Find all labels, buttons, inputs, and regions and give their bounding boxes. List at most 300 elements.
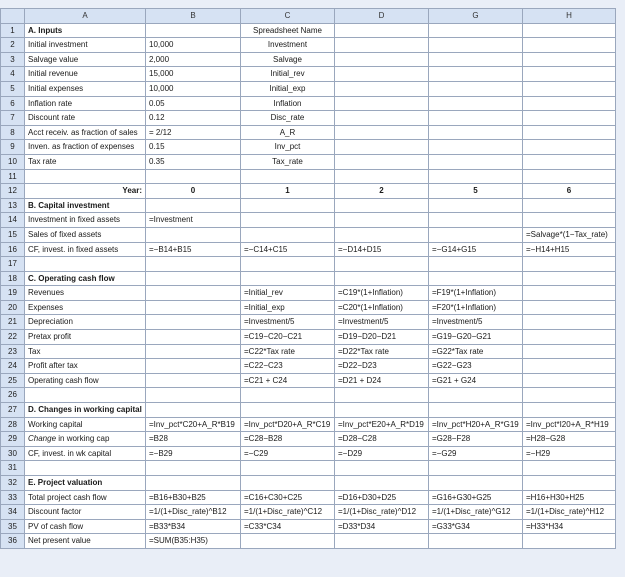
cell-a28[interactable]: Working capital xyxy=(25,417,146,432)
row-header[interactable]: 21 xyxy=(1,315,25,330)
cell-c5[interactable]: Initial_exp xyxy=(241,81,335,96)
cell-h1[interactable] xyxy=(523,23,616,38)
cell-b21[interactable] xyxy=(146,315,241,330)
cell-c14[interactable] xyxy=(241,213,335,228)
cell-b15[interactable] xyxy=(146,227,241,242)
cell-c36[interactable] xyxy=(241,534,335,549)
cell-g30[interactable]: =−G29 xyxy=(429,446,523,461)
cell-c18[interactable] xyxy=(241,271,335,286)
cell-h9[interactable] xyxy=(523,140,616,155)
cell-d12[interactable]: 2 xyxy=(335,184,429,199)
cell-b26[interactable] xyxy=(146,388,241,403)
cell-a14[interactable]: Investment in fixed assets xyxy=(25,213,146,228)
cell-c1[interactable]: Spreadsheet Name xyxy=(241,23,335,38)
cell-a31[interactable] xyxy=(25,461,146,476)
cell-a20[interactable]: Expenses xyxy=(25,300,146,315)
cell-d11[interactable] xyxy=(335,169,429,184)
cell-a17[interactable] xyxy=(25,257,146,272)
cell-g21[interactable]: =Investment/5 xyxy=(429,315,523,330)
cell-g1[interactable] xyxy=(429,23,523,38)
cell-g29[interactable]: =G28−F28 xyxy=(429,432,523,447)
sheet-row xyxy=(1,125,616,140)
cell-b18[interactable] xyxy=(146,271,241,286)
row-header[interactable]: 29 xyxy=(1,432,25,447)
cell-h32[interactable] xyxy=(523,476,616,491)
cell-d15[interactable] xyxy=(335,227,429,242)
cell-h7[interactable] xyxy=(523,111,616,126)
row-header[interactable]: 11 xyxy=(1,169,25,184)
cell-d16[interactable]: =−D14+D15 xyxy=(335,242,429,257)
cell-a21[interactable]: Depreciation xyxy=(25,315,146,330)
row-header[interactable]: 9 xyxy=(1,140,25,155)
cell-d24[interactable]: =D22−D23 xyxy=(335,359,429,374)
cell-a10[interactable]: Tax rate xyxy=(25,154,146,169)
cell-a19[interactable]: Revenues xyxy=(25,286,146,301)
cell-d29[interactable]: =D28−C28 xyxy=(335,432,429,447)
sheet-row xyxy=(1,169,616,184)
cell-h5[interactable] xyxy=(523,81,616,96)
cell-b3[interactable]: 2,000 xyxy=(146,52,241,67)
sheet-row xyxy=(1,67,616,82)
cell-c22[interactable]: =C19−C20−C21 xyxy=(241,330,335,345)
cell-c11[interactable] xyxy=(241,169,335,184)
row-header[interactable]: 34 xyxy=(1,505,25,520)
sheet-row xyxy=(1,432,616,447)
cell-d36[interactable] xyxy=(335,534,429,549)
cell-d13[interactable] xyxy=(335,198,429,213)
cell-a36[interactable]: Net present value xyxy=(25,534,146,549)
cell-b2[interactable]: 10,000 xyxy=(146,38,241,53)
row-header[interactable]: 14 xyxy=(1,213,25,228)
cell-h2[interactable] xyxy=(523,38,616,53)
spreadsheet xyxy=(0,8,616,549)
cell-c21[interactable]: =Investment/5 xyxy=(241,315,335,330)
cell-c34[interactable]: =1/(1+Disc_rate)^C12 xyxy=(241,505,335,520)
cell-d31[interactable] xyxy=(335,461,429,476)
column-header-a[interactable]: A xyxy=(25,9,146,24)
sheet-row xyxy=(1,198,616,213)
grid-body xyxy=(1,23,616,548)
cell-b22[interactable] xyxy=(146,330,241,345)
cell-a18[interactable]: C. Operating cash flow xyxy=(25,271,146,286)
cell-c8[interactable]: A_R xyxy=(241,125,335,140)
italic-word: Change xyxy=(28,434,57,444)
cell-c29[interactable]: =C28−B28 xyxy=(241,432,335,447)
cell-g17[interactable] xyxy=(429,257,523,272)
sheet-row xyxy=(1,476,616,491)
cell-b13[interactable] xyxy=(146,198,241,213)
cell-d18[interactable] xyxy=(335,271,429,286)
cell-b6[interactable]: 0.05 xyxy=(146,96,241,111)
cell-b16[interactable]: =−B14+B15 xyxy=(146,242,241,257)
cell-h33[interactable]: =H16+H30+H25 xyxy=(523,490,616,505)
cell-g22[interactable]: =G19−G20−G21 xyxy=(429,330,523,345)
cell-a33[interactable]: Total project cash flow xyxy=(25,490,146,505)
cell-h14[interactable] xyxy=(523,213,616,228)
cell-c24[interactable]: =C22−C23 xyxy=(241,359,335,374)
cell-a5[interactable]: Initial expenses xyxy=(25,81,146,96)
cell-c30[interactable]: =−C29 xyxy=(241,446,335,461)
sheet-row xyxy=(1,534,616,549)
sheet-row xyxy=(1,38,616,53)
cell-b24[interactable] xyxy=(146,359,241,374)
sheet-row xyxy=(1,373,616,388)
cell-c3[interactable]: Salvage xyxy=(241,52,335,67)
cell-c9[interactable]: Inv_pct xyxy=(241,140,335,155)
cell-g6[interactable] xyxy=(429,96,523,111)
sheet-row xyxy=(1,417,616,432)
cell-g10[interactable] xyxy=(429,154,523,169)
row-header[interactable]: 36 xyxy=(1,534,25,549)
row-header[interactable]: 27 xyxy=(1,403,25,418)
cell-h18[interactable] xyxy=(523,271,616,286)
cell-b19[interactable] xyxy=(146,286,241,301)
row-header[interactable]: 35 xyxy=(1,519,25,534)
cell-a4[interactable]: Initial revenue xyxy=(25,67,146,82)
cell-d27[interactable] xyxy=(335,403,429,418)
column-header-c[interactable]: C xyxy=(241,9,335,24)
cell-c15[interactable] xyxy=(241,227,335,242)
cell-h27[interactable] xyxy=(523,403,616,418)
cell-g14[interactable] xyxy=(429,213,523,228)
row-header[interactable]: 10 xyxy=(1,154,25,169)
row-header[interactable]: 3 xyxy=(1,52,25,67)
cell-d35[interactable]: =D33*D34 xyxy=(335,519,429,534)
cell-a13[interactable]: B. Capital investment xyxy=(25,198,146,213)
cell-h15[interactable]: =Salvage*(1−Tax_rate) xyxy=(523,227,616,242)
cell-b17[interactable] xyxy=(146,257,241,272)
row-header[interactable]: 15 xyxy=(1,227,25,242)
cell-g12[interactable]: 5 xyxy=(429,184,523,199)
cell-c12[interactable]: 1 xyxy=(241,184,335,199)
cell-g24[interactable]: =G22−G23 xyxy=(429,359,523,374)
cell-c33[interactable]: =C16+C30+C25 xyxy=(241,490,335,505)
cell-b34[interactable]: =1/(1+Disc_rate)^B12 xyxy=(146,505,241,520)
cell-a32[interactable]: E. Project valuation xyxy=(25,476,146,491)
cell-d10[interactable] xyxy=(335,154,429,169)
cell-h28[interactable]: =Inv_pct*I20+A_R*H19 xyxy=(523,417,616,432)
cell-b8[interactable]: = 2/12 xyxy=(146,125,241,140)
select-all-corner[interactable] xyxy=(1,9,25,24)
sheet-row xyxy=(1,446,616,461)
cell-h36[interactable] xyxy=(523,534,616,549)
cell-h3[interactable] xyxy=(523,52,616,67)
cell-c35[interactable]: =C33*C34 xyxy=(241,519,335,534)
sheet-row xyxy=(1,154,616,169)
cell-c13[interactable] xyxy=(241,198,335,213)
cell-h4[interactable] xyxy=(523,67,616,82)
row-header[interactable]: 19 xyxy=(1,286,25,301)
cell-h13[interactable] xyxy=(523,198,616,213)
cell-c16[interactable]: =−C14+C15 xyxy=(241,242,335,257)
sheet-row xyxy=(1,505,616,520)
sheet-row xyxy=(1,300,616,315)
cell-h21[interactable] xyxy=(523,315,616,330)
row-header[interactable]: 28 xyxy=(1,417,25,432)
cell-d22[interactable]: =D19−D20−D21 xyxy=(335,330,429,345)
row-header[interactable]: 18 xyxy=(1,271,25,286)
cell-g2[interactable] xyxy=(429,38,523,53)
cell-h11[interactable] xyxy=(523,169,616,184)
row-header[interactable]: 16 xyxy=(1,242,25,257)
row-header[interactable]: 23 xyxy=(1,344,25,359)
cell-b29[interactable]: =B28 xyxy=(146,432,241,447)
cell-h8[interactable] xyxy=(523,125,616,140)
sheet-row xyxy=(1,344,616,359)
cell-a16[interactable]: CF, invest. in fixed assets xyxy=(25,242,146,257)
cell-a7[interactable]: Discount rate xyxy=(25,111,146,126)
cell-b27[interactable] xyxy=(146,403,241,418)
row-header[interactable]: 22 xyxy=(1,330,25,345)
cell-d5[interactable] xyxy=(335,81,429,96)
cell-c28[interactable]: =Inv_pct*D20+A_R*C19 xyxy=(241,417,335,432)
column-header-b[interactable]: B xyxy=(146,9,241,24)
sheet-row xyxy=(1,388,616,403)
cell-g4[interactable] xyxy=(429,67,523,82)
cell-d21[interactable]: =Investment/5 xyxy=(335,315,429,330)
sheet-row xyxy=(1,286,616,301)
cell-b25[interactable] xyxy=(146,373,241,388)
cell-g33[interactable]: =G16+G30+G25 xyxy=(429,490,523,505)
cell-b32[interactable] xyxy=(146,476,241,491)
cell-a26[interactable] xyxy=(25,388,146,403)
cell-g35[interactable]: =G33*G34 xyxy=(429,519,523,534)
cell-g9[interactable] xyxy=(429,140,523,155)
spreadsheet-grid xyxy=(0,8,616,549)
cell-g8[interactable] xyxy=(429,125,523,140)
cell-c2[interactable]: Investment xyxy=(241,38,335,53)
cell-h25[interactable] xyxy=(523,373,616,388)
cell-g26[interactable] xyxy=(429,388,523,403)
row-header[interactable]: 12 xyxy=(1,184,25,199)
cell-c19[interactable]: =Initial_rev xyxy=(241,286,335,301)
cell-c20[interactable]: =Initial_exp xyxy=(241,300,335,315)
row-header[interactable]: 7 xyxy=(1,111,25,126)
cell-h19[interactable] xyxy=(523,286,616,301)
row-header[interactable]: 33 xyxy=(1,490,25,505)
cell-d34[interactable]: =1/(1+Disc_rate)^D12 xyxy=(335,505,429,520)
sheet-row xyxy=(1,257,616,272)
cell-g20[interactable]: =F20*(1+Inflation) xyxy=(429,300,523,315)
cell-h6[interactable] xyxy=(523,96,616,111)
row-header[interactable]: 2 xyxy=(1,38,25,53)
cell-d8[interactable] xyxy=(335,125,429,140)
row-header[interactable]: 4 xyxy=(1,67,25,82)
cell-g3[interactable] xyxy=(429,52,523,67)
cell-c4[interactable]: Initial_rev xyxy=(241,67,335,82)
cell-d23[interactable]: =D22*Tax rate xyxy=(335,344,429,359)
cell-b11[interactable] xyxy=(146,169,241,184)
cell-d6[interactable] xyxy=(335,96,429,111)
sheet-row xyxy=(1,227,616,242)
cell-a35[interactable]: PV of cash flow xyxy=(25,519,146,534)
row-header[interactable]: 31 xyxy=(1,461,25,476)
cell-d20[interactable]: =C20*(1+Inflation) xyxy=(335,300,429,315)
cell-a24[interactable]: Profit after tax xyxy=(25,359,146,374)
cell-h26[interactable] xyxy=(523,388,616,403)
cell-h10[interactable] xyxy=(523,154,616,169)
cell-d1[interactable] xyxy=(335,23,429,38)
cell-b28[interactable]: =Inv_pct*C20+A_R*B19 xyxy=(146,417,241,432)
row-header[interactable]: 32 xyxy=(1,476,25,491)
cell-g36[interactable] xyxy=(429,534,523,549)
row-header[interactable]: 26 xyxy=(1,388,25,403)
cell-h16[interactable]: =−H14+H15 xyxy=(523,242,616,257)
cell-c25[interactable]: =C21 + C24 xyxy=(241,373,335,388)
cell-a11[interactable] xyxy=(25,169,146,184)
sheet-row xyxy=(1,23,616,38)
sheet-row xyxy=(1,111,616,126)
sheet-row xyxy=(1,490,616,505)
cell-b20[interactable] xyxy=(146,300,241,315)
cell-h17[interactable] xyxy=(523,257,616,272)
cell-b30[interactable]: =−B29 xyxy=(146,446,241,461)
cell-d4[interactable] xyxy=(335,67,429,82)
sheet-row xyxy=(1,96,616,111)
cell-c10[interactable]: Tax_rate xyxy=(241,154,335,169)
cell-g31[interactable] xyxy=(429,461,523,476)
sheet-row xyxy=(1,315,616,330)
cell-b7[interactable]: 0.12 xyxy=(146,111,241,126)
cell-g18[interactable] xyxy=(429,271,523,286)
row-header[interactable]: 20 xyxy=(1,300,25,315)
cell-b5[interactable]: 10,000 xyxy=(146,81,241,96)
cell-b14[interactable]: =Investment xyxy=(146,213,241,228)
cell-d32[interactable] xyxy=(335,476,429,491)
cell-h22[interactable] xyxy=(523,330,616,345)
cell-g5[interactable] xyxy=(429,81,523,96)
cell-h23[interactable] xyxy=(523,344,616,359)
row-header[interactable]: 1 xyxy=(1,23,25,38)
row-header[interactable]: 17 xyxy=(1,257,25,272)
cell-g28[interactable]: =Inv_pct*H20+A_R*G19 xyxy=(429,417,523,432)
column-header-g[interactable]: G xyxy=(429,9,523,24)
cell-a3[interactable]: Salvage value xyxy=(25,52,146,67)
cell-c23[interactable]: =C22*Tax rate xyxy=(241,344,335,359)
cell-a15[interactable]: Sales of fixed assets xyxy=(25,227,146,242)
cell-g34[interactable]: =1/(1+Disc_rate)^G12 xyxy=(429,505,523,520)
cell-c27[interactable] xyxy=(241,403,335,418)
cell-g23[interactable]: =G22*Tax rate xyxy=(429,344,523,359)
column-header-row xyxy=(1,9,616,24)
cell-d19[interactable]: =C19*(1+Inflation) xyxy=(335,286,429,301)
cell-a1[interactable]: A. Inputs xyxy=(25,23,146,38)
sheet-row xyxy=(1,519,616,534)
sheet-row xyxy=(1,330,616,345)
cell-d26[interactable] xyxy=(335,388,429,403)
cell-a9[interactable]: Inven. as fraction of expenses xyxy=(25,140,146,155)
row-header[interactable]: 30 xyxy=(1,446,25,461)
cell-g13[interactable] xyxy=(429,198,523,213)
sheet-row xyxy=(1,81,616,96)
cell-c6[interactable]: Inflation xyxy=(241,96,335,111)
cell-d30[interactable]: =−D29 xyxy=(335,446,429,461)
sheet-row xyxy=(1,403,616,418)
cell-b9[interactable]: 0.15 xyxy=(146,140,241,155)
cell-a27[interactable]: D. Changes in working capital xyxy=(25,403,146,418)
cell-c32[interactable] xyxy=(241,476,335,491)
cell-g27[interactable] xyxy=(429,403,523,418)
row-header[interactable]: 8 xyxy=(1,125,25,140)
cell-g7[interactable] xyxy=(429,111,523,126)
cell-c17[interactable] xyxy=(241,257,335,272)
cell-d25[interactable]: =D21 + D24 xyxy=(335,373,429,388)
cell-a34[interactable]: Discount factor xyxy=(25,505,146,520)
cell-d33[interactable]: =D16+D30+D25 xyxy=(335,490,429,505)
cell-b36[interactable]: =SUM(B35:H35) xyxy=(146,534,241,549)
cell-c31[interactable] xyxy=(241,461,335,476)
column-header-d[interactable]: D xyxy=(335,9,429,24)
row-header[interactable]: 25 xyxy=(1,373,25,388)
cell-h12[interactable]: 6 xyxy=(523,184,616,199)
sheet-row xyxy=(1,140,616,155)
cell-g25[interactable]: =G21 + G24 xyxy=(429,373,523,388)
row-header[interactable]: 24 xyxy=(1,359,25,374)
row-header[interactable]: 6 xyxy=(1,96,25,111)
cell-g19[interactable]: =F19*(1+Inflation) xyxy=(429,286,523,301)
sheet-row xyxy=(1,213,616,228)
cell-a12[interactable]: Year: xyxy=(25,184,146,199)
column-header-h[interactable]: H xyxy=(523,9,616,24)
cell-d17[interactable] xyxy=(335,257,429,272)
cell-g11[interactable] xyxy=(429,169,523,184)
cell-h29[interactable]: =H28−G28 xyxy=(523,432,616,447)
cell-b31[interactable] xyxy=(146,461,241,476)
sheet-row xyxy=(1,461,616,476)
cell-h35[interactable]: =H33*H34 xyxy=(523,519,616,534)
row-header[interactable]: 13 xyxy=(1,198,25,213)
cell-a6[interactable]: Inflation rate xyxy=(25,96,146,111)
cell-d14[interactable] xyxy=(335,213,429,228)
cell-b12[interactable]: 0 xyxy=(146,184,241,199)
cell-h30[interactable]: =−H29 xyxy=(523,446,616,461)
sheet-row xyxy=(1,242,616,257)
sheet-row xyxy=(1,359,616,374)
cell-g32[interactable] xyxy=(429,476,523,491)
cell-b33[interactable]: =B16+B30+B25 xyxy=(146,490,241,505)
cell-g16[interactable]: =−G14+G15 xyxy=(429,242,523,257)
row-header[interactable]: 5 xyxy=(1,81,25,96)
sheet-row xyxy=(1,52,616,67)
cell-h24[interactable] xyxy=(523,359,616,374)
cell-g15[interactable] xyxy=(429,227,523,242)
cell-d9[interactable] xyxy=(335,140,429,155)
cell-h31[interactable] xyxy=(523,461,616,476)
cell-b23[interactable] xyxy=(146,344,241,359)
cell-b4[interactable]: 15,000 xyxy=(146,67,241,82)
cell-h20[interactable] xyxy=(523,300,616,315)
cell-d7[interactable] xyxy=(335,111,429,126)
cell-a29[interactable]: Change in working cap xyxy=(25,432,146,447)
cell-d3[interactable] xyxy=(335,52,429,67)
sheet-row xyxy=(1,271,616,286)
cell-b1[interactable] xyxy=(146,23,241,38)
cell-c26[interactable] xyxy=(241,388,335,403)
cell-a23[interactable]: Tax xyxy=(25,344,146,359)
cell-a2[interactable]: Initial investment xyxy=(25,38,146,53)
cell-a22[interactable]: Pretax profit xyxy=(25,330,146,345)
cell-a25[interactable]: Operating cash flow xyxy=(25,373,146,388)
cell-d28[interactable]: =Inv_pct*E20+A_R*D19 xyxy=(335,417,429,432)
cell-h34[interactable]: =1/(1+Disc_rate)^H12 xyxy=(523,505,616,520)
cell-b35[interactable]: =B33*B34 xyxy=(146,519,241,534)
cell-a8[interactable]: Acct receiv. as fraction of sales xyxy=(25,125,146,140)
cell-a30[interactable]: CF, invest. in wk capital xyxy=(25,446,146,461)
sheet-row xyxy=(1,184,616,199)
cell-d2[interactable] xyxy=(335,38,429,53)
cell-c7[interactable]: Disc_rate xyxy=(241,111,335,126)
cell-b10[interactable]: 0.35 xyxy=(146,154,241,169)
